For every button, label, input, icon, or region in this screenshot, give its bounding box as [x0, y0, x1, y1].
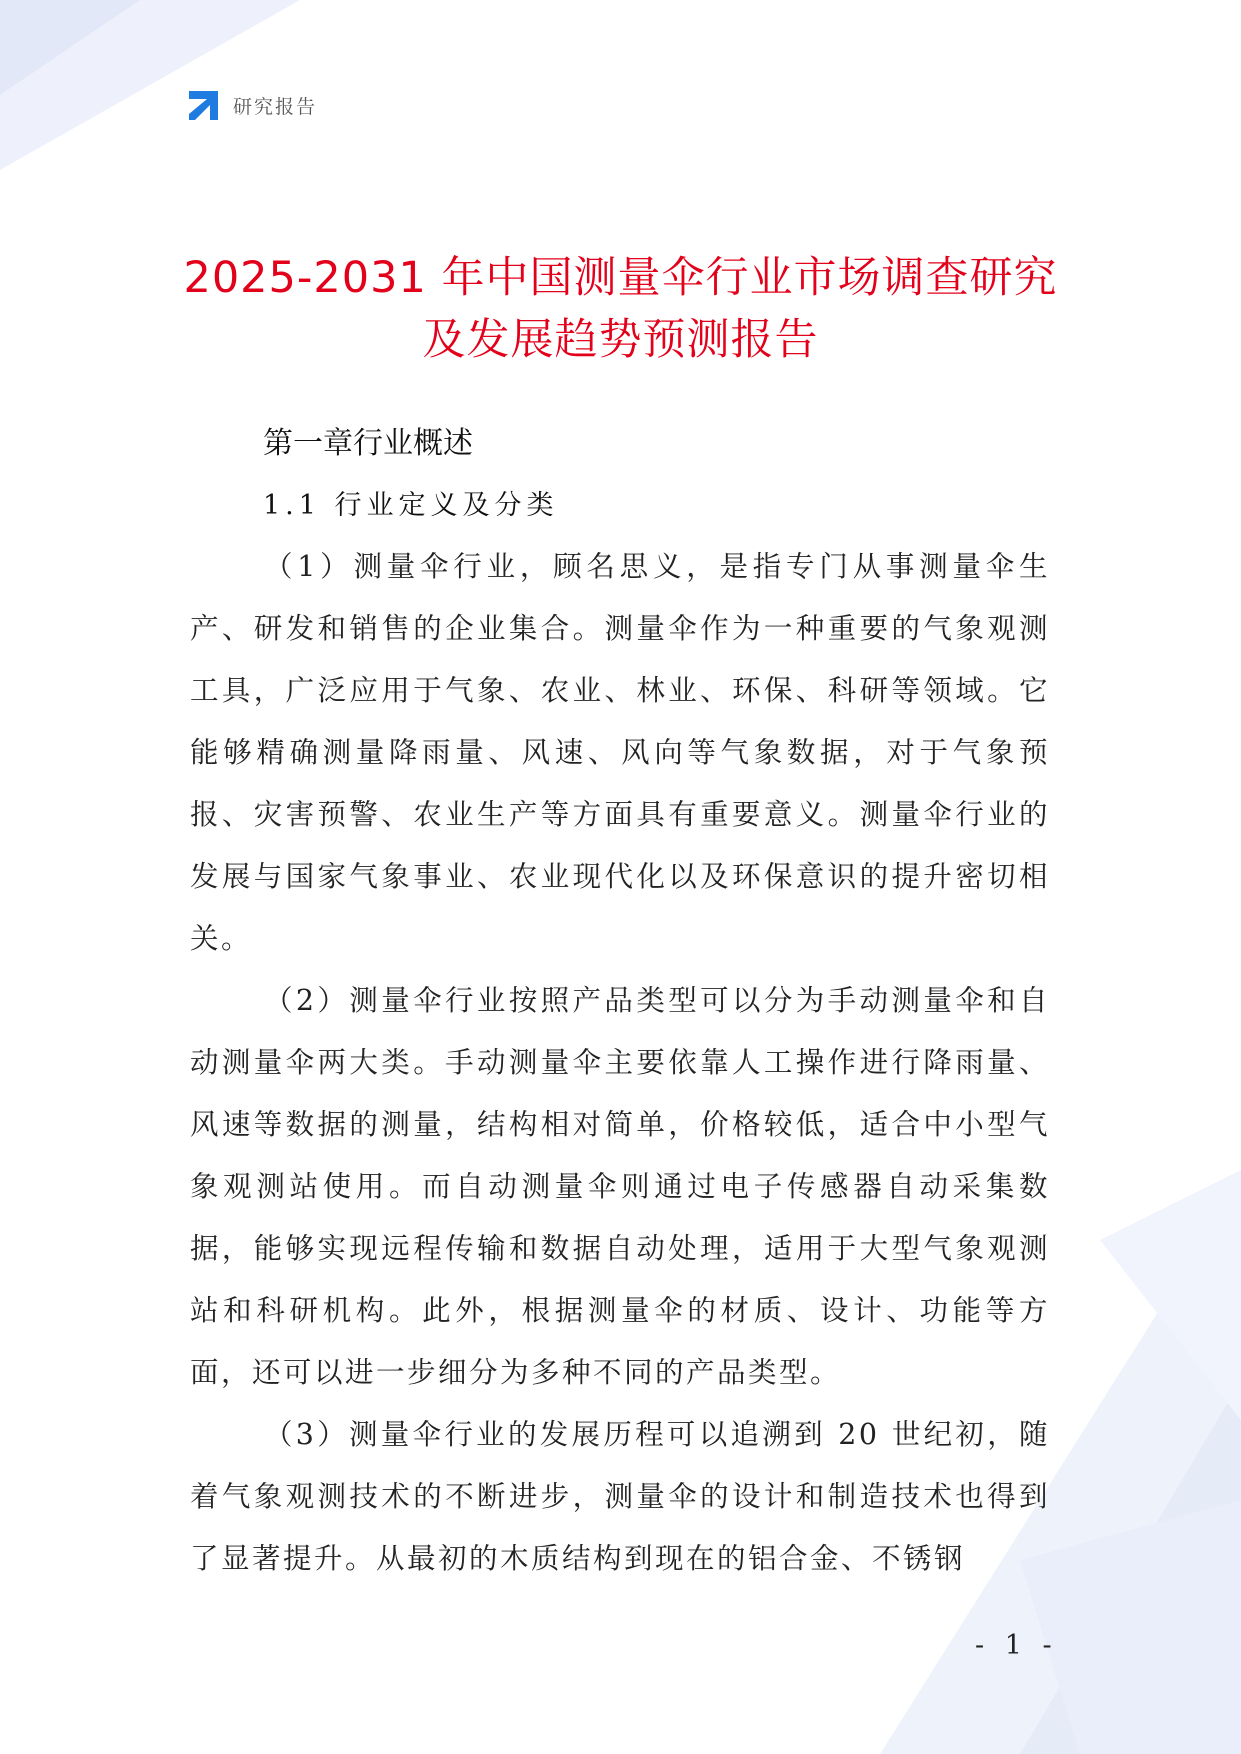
- paragraph-1: （1）测量伞行业，顾名思义，是指专门从事测量伞生产、研发和销售的企业集合。测量伞作为一种重要的气象观测工具，广泛应用于气象、农业、林业、环保、科研等领域。它能够精确测量降雨量、风速、风向等气象数据，对于气象预报、灾害预警、农业生产等方面具有重要意义。测量伞行业的发展与国家气象事业、农业现代化以及环保意识的提升密切相关。: [190, 550, 1050, 955]
- paragraph-2: （2）测量伞行业按照产品类型可以分为手动测量伞和自动测量伞两大类。手动测量伞主要依靠人工操作进行降雨量、风速等数据的测量，结构相对简单，价格较低，适合中小型气象观测站使用。而自动测量伞则通过电子传感器自动采集数据，能够实现远程传输和数据自动处理，适用于大型气象观测站和科研机构。此外，根据测量伞的材质、设计、功能等方面，还可以进一步细分为多种不同的产品类型。: [190, 984, 1050, 1389]
- body-text: [190, 536, 1050, 1590]
- chapter-heading: 第一章行业概述: [263, 426, 473, 461]
- header-label: 研究报告: [233, 95, 318, 118]
- page-number: - 1 -: [975, 1630, 1058, 1661]
- title-line-2: 及发展趋势预测报告: [422, 314, 819, 365]
- report-header: [187, 88, 317, 122]
- arrow-up-right-icon: [187, 88, 221, 122]
- title-line-1: 2025-2031 年中国测量伞行业市场调查研究: [183, 252, 1058, 303]
- paragraph-3: （3）测量伞行业的发展历程可以追溯到 20 世纪初，随着气象观测技术的不断进步，测量伞的设计和制造技术也得到了显著提升。从最初的木质结构到现在的铝合金、不锈钢: [190, 1418, 1050, 1575]
- section-heading: 1.1 行业定义及分类: [263, 490, 559, 521]
- report-title: [150, 247, 1091, 371]
